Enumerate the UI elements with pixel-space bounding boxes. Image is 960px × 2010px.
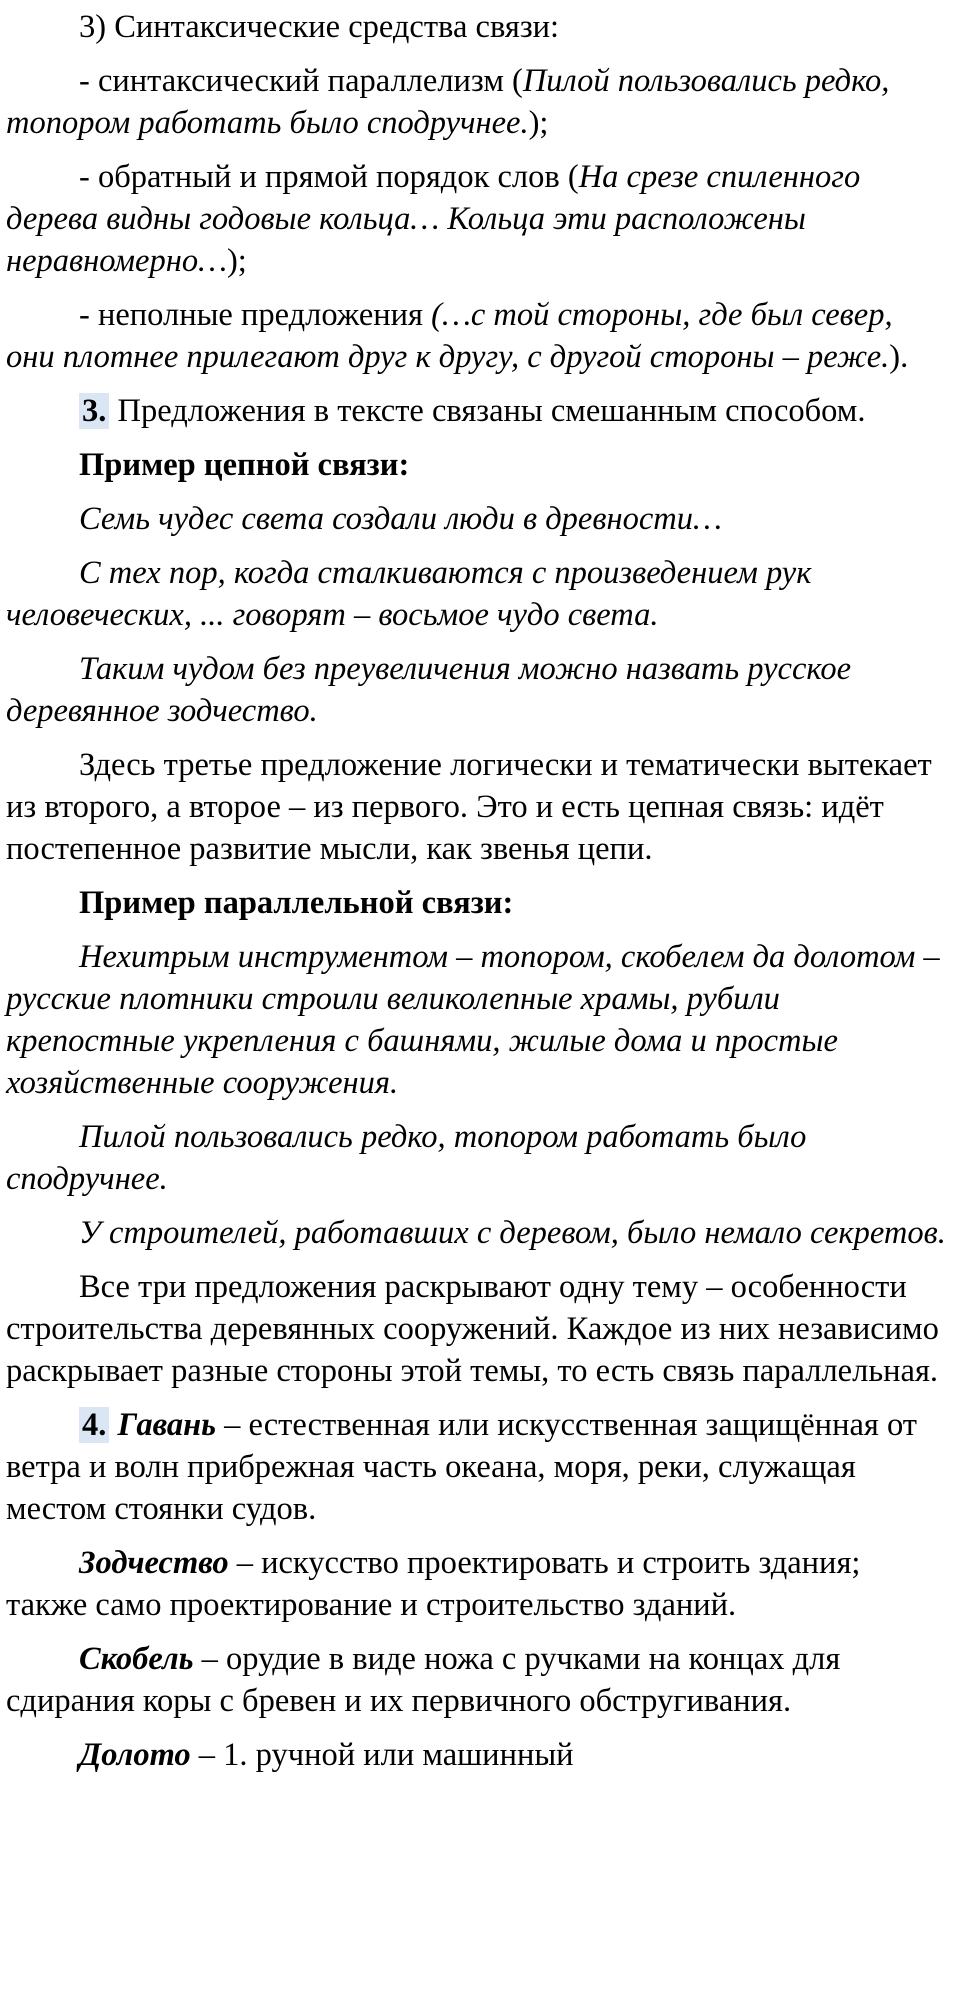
definition-skobel-text: – орудие в виде ножа с ручками на концах для сдирания коры с бревен и их первичного обстругивания. (6, 1641, 841, 1719)
definition-zodchestvo-text: – искусство проектировать и строить здания; также само проектирование и строительство зданий. (6, 1545, 861, 1623)
definition-doloto-text: – 1. ручной или машинный (190, 1737, 574, 1773)
task-number-4: 4. (79, 1407, 109, 1443)
definition-gavan-text: – естественная или искусственная защищённая от ветра и волн прибрежная часть океана, моря, реки, служащая местом стоянки судов. (6, 1407, 917, 1527)
heading-parallel-link: Пример параллельной связи: (79, 885, 514, 921)
incomplete-suffix: ). (889, 339, 909, 375)
term-gavan: Гавань (109, 1407, 217, 1443)
term-skobel: Скобель (79, 1641, 194, 1677)
word-order-example: На срезе спиленного дерева видны годовые кольца… Кольца эти расположены неравномерно… (6, 159, 861, 279)
task-3-text: Предложения в тексте связаны смешанным способом. (109, 393, 866, 429)
term-zodchestvo: Зодчество (79, 1545, 229, 1581)
incomplete-label: - неполные предложения (79, 297, 432, 333)
chain-explanation: Здесь третье предложение логически и тематически вытекает из второго, а второе – из первого. Это и есть цепная связь: идёт постепенное развитие мысли, как звенья цепи. (6, 747, 932, 867)
word-order-suffix: ); (226, 243, 247, 279)
word-order-label: - обратный и прямой порядок слов ( (79, 159, 579, 195)
paragraph-syntax-means (6, 6, 946, 60)
definition-doloto (6, 1734, 946, 1788)
definition-gavan (6, 1404, 946, 1542)
task-number-3: 3. (79, 393, 109, 429)
incomplete-example: (…с той стороны, где был север, они плотнее прилегают друг к другу, с другой стороны – реже. (6, 297, 893, 375)
parallelism-label: - синтаксический параллелизм ( (79, 63, 523, 99)
term-doloto: Долото (79, 1737, 191, 1773)
parallelism-suffix: ); (528, 105, 549, 141)
definition-skobel (6, 1638, 946, 1734)
chain-example-2: С тех пор, когда сталкиваются с произведением рук человеческих, ... говорят – восьмое чудо света. (6, 555, 812, 633)
parallelism-example: Пилой пользовались редко, топором работать было сподручнее. (6, 63, 890, 141)
paragraph-incomplete-sentences (6, 294, 946, 390)
chain-example-1: Семь чудес света создали люди в древности… (79, 501, 722, 537)
syntax-means-heading: 3) Синтаксические средства связи: (79, 9, 560, 45)
definition-zodchestvo (6, 1542, 946, 1638)
parallel-example-2: Пилой пользовались редко, топором работать было сподручнее. (6, 1119, 807, 1197)
parallel-example-3: У строителей, работавших с деревом, было немало секретов. (79, 1215, 946, 1251)
paragraph-syntactic-parallelism (6, 60, 946, 156)
heading-chain-link: Пример цепной связи: (79, 447, 410, 483)
parallel-example-1: Нехитрым инструментом – топором, скобелем да долотом – русские плотники строили великолепные храмы, рубили крепостные укрепления с башнями, жилые дома и простые хозяйственные сооружения. (6, 939, 940, 1101)
chain-example-3: Таким чудом без преувеличения можно назвать русское деревянное зодчество. (6, 651, 852, 729)
paragraph-task-3 (6, 390, 946, 444)
parallel-explanation: Все три предложения раскрывают одну тему – особенности строительства деревянных сооружений. Каждое из них независимо раскрывает разные стороны этой темы, то есть связь параллельная. (6, 1269, 939, 1389)
paragraph-word-order (6, 156, 946, 294)
